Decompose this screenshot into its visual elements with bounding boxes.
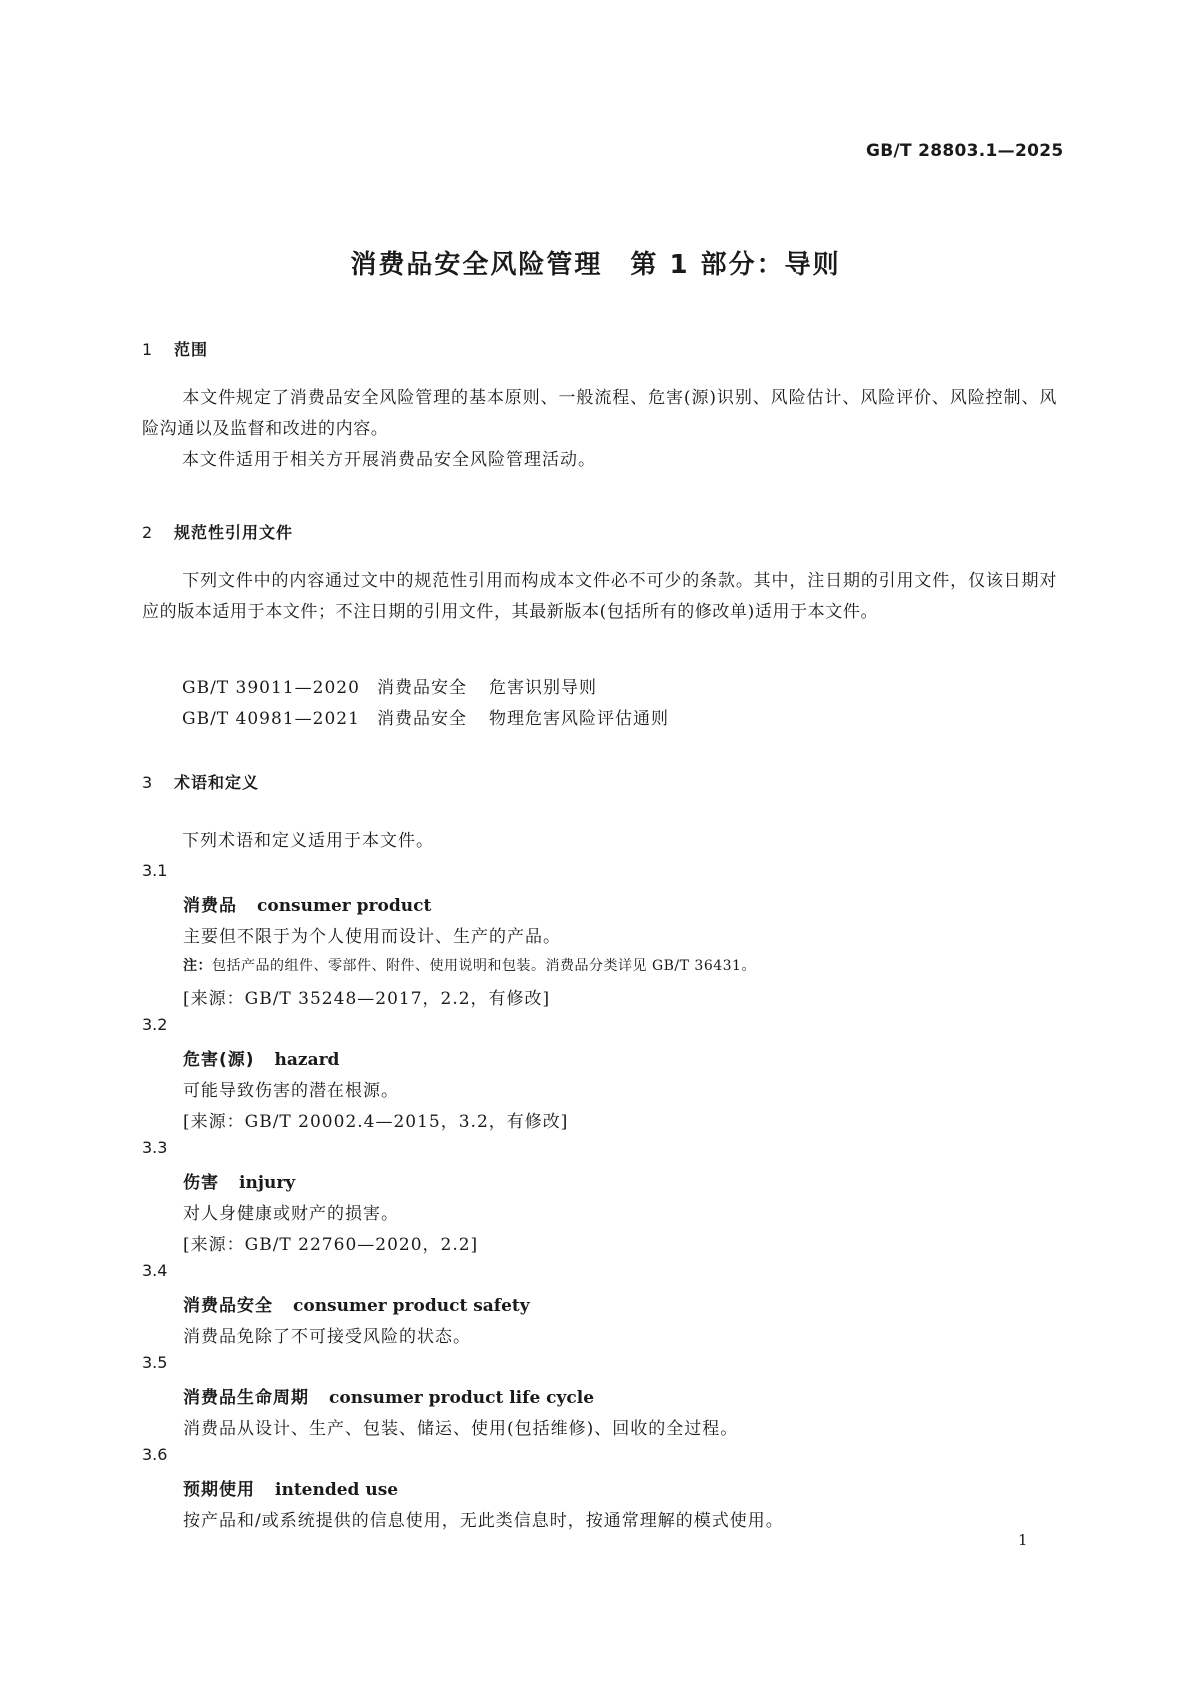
section-heading-2 — [142, 520, 293, 543]
term-number: 3.3 — [142, 1138, 168, 1157]
term-number: 3.1 — [142, 861, 168, 880]
reference-code: GB/T 40981—2021 — [182, 709, 360, 729]
section-title: 范围 — [174, 340, 209, 359]
term-number: 3.2 — [142, 1015, 168, 1034]
standard-number: GB/T 28803.1—2025 — [866, 141, 1064, 161]
note-label: 注： — [183, 958, 212, 974]
term-zh: 消费品 — [183, 896, 237, 916]
section-title: 规范性引用文件 — [174, 523, 294, 542]
term-en: consumer product — [257, 896, 432, 916]
paragraph-text: 下列文件中的内容通过文中的规范性引用而构成本文件必不可少的条款。其中，注日期的引用文件，仅该日期对应的版本适用于本文件；不注日期的引用文件，其最新版本(包括所有的修改单)适用于本文件。 — [142, 571, 1057, 622]
term-en: hazard — [274, 1050, 340, 1070]
section-heading-1 — [142, 337, 208, 360]
term-number: 3.5 — [142, 1353, 168, 1372]
term-heading — [183, 1475, 398, 1500]
page-number: 1 — [1018, 1531, 1028, 1549]
term-definition: 可能导致伤害的潜在根源。 — [183, 1081, 399, 1101]
term-en: consumer product safety — [293, 1296, 530, 1316]
reference-title: 消费品安全 — [377, 709, 467, 729]
section-title: 术语和定义 — [174, 773, 260, 792]
term-source: [来源：GB/T 35248—2017，2.2，有修改] — [183, 989, 551, 1009]
term-heading — [183, 1383, 594, 1408]
term-definition: 消费品免除了不可接受风险的状态。 — [183, 1327, 471, 1347]
term-heading — [183, 1045, 339, 1070]
term-heading — [183, 891, 431, 916]
term-number: 3.6 — [142, 1445, 168, 1464]
reference-subtitle: 物理危害风险评估通则 — [489, 709, 669, 729]
term-zh: 消费品生命周期 — [183, 1388, 309, 1408]
paragraph: 本文件适用于相关方开展消费品安全风险管理活动。 — [182, 450, 596, 470]
reference-item — [182, 673, 597, 698]
term-en: intended use — [275, 1480, 399, 1500]
section-number: 2 — [142, 523, 153, 542]
term-zh: 伤害 — [183, 1173, 219, 1193]
term-heading — [183, 1291, 530, 1316]
paragraph — [142, 566, 1057, 628]
term-zh: 消费品安全 — [183, 1296, 273, 1316]
term-en: injury — [239, 1173, 296, 1193]
term-zh: 危害(源) — [183, 1050, 255, 1070]
reference-title: 消费品安全 — [377, 678, 467, 698]
reference-subtitle: 危害识别导则 — [489, 678, 597, 698]
reference-item — [182, 704, 669, 729]
paragraph: 下列术语和定义适用于本文件。 — [182, 831, 434, 851]
term-definition: 消费品从设计、生产、包装、储运、使用(包括维修)、回收的全过程。 — [183, 1419, 739, 1439]
term-definition: 按产品和/或系统提供的信息使用，无此类信息时，按通常理解的模式使用。 — [183, 1511, 784, 1531]
section-number: 1 — [142, 340, 153, 359]
section-heading-3 — [142, 770, 259, 793]
document-title: 消费品安全风险管理 第 1 部分：导则 — [350, 250, 841, 280]
paragraph-text: 本文件规定了消费品安全风险管理的基本原则、一般流程、危害(源)识别、风险估计、风险评价、风险控制、风险沟通以及监督和改进的内容。 — [142, 388, 1057, 439]
term-heading — [183, 1168, 295, 1193]
term-source: [来源：GB/T 20002.4—2015，3.2，有修改] — [183, 1112, 569, 1132]
note-text: 包括产品的组件、零部件、附件、使用说明和包装。消费品分类详见 GB/T 36431。 — [212, 958, 756, 974]
term-number: 3.4 — [142, 1261, 168, 1280]
term-source: [来源：GB/T 22760—2020，2.2] — [183, 1235, 479, 1255]
term-zh: 预期使用 — [183, 1480, 255, 1500]
note — [183, 955, 756, 975]
term-en: consumer product life cycle — [329, 1388, 595, 1408]
term-definition: 对人身健康或财产的损害。 — [183, 1204, 399, 1224]
paragraph — [142, 383, 1057, 445]
section-number: 3 — [142, 773, 153, 792]
reference-code: GB/T 39011—2020 — [182, 678, 360, 698]
term-definition: 主要但不限于为个人使用而设计、生产的产品。 — [183, 927, 561, 947]
